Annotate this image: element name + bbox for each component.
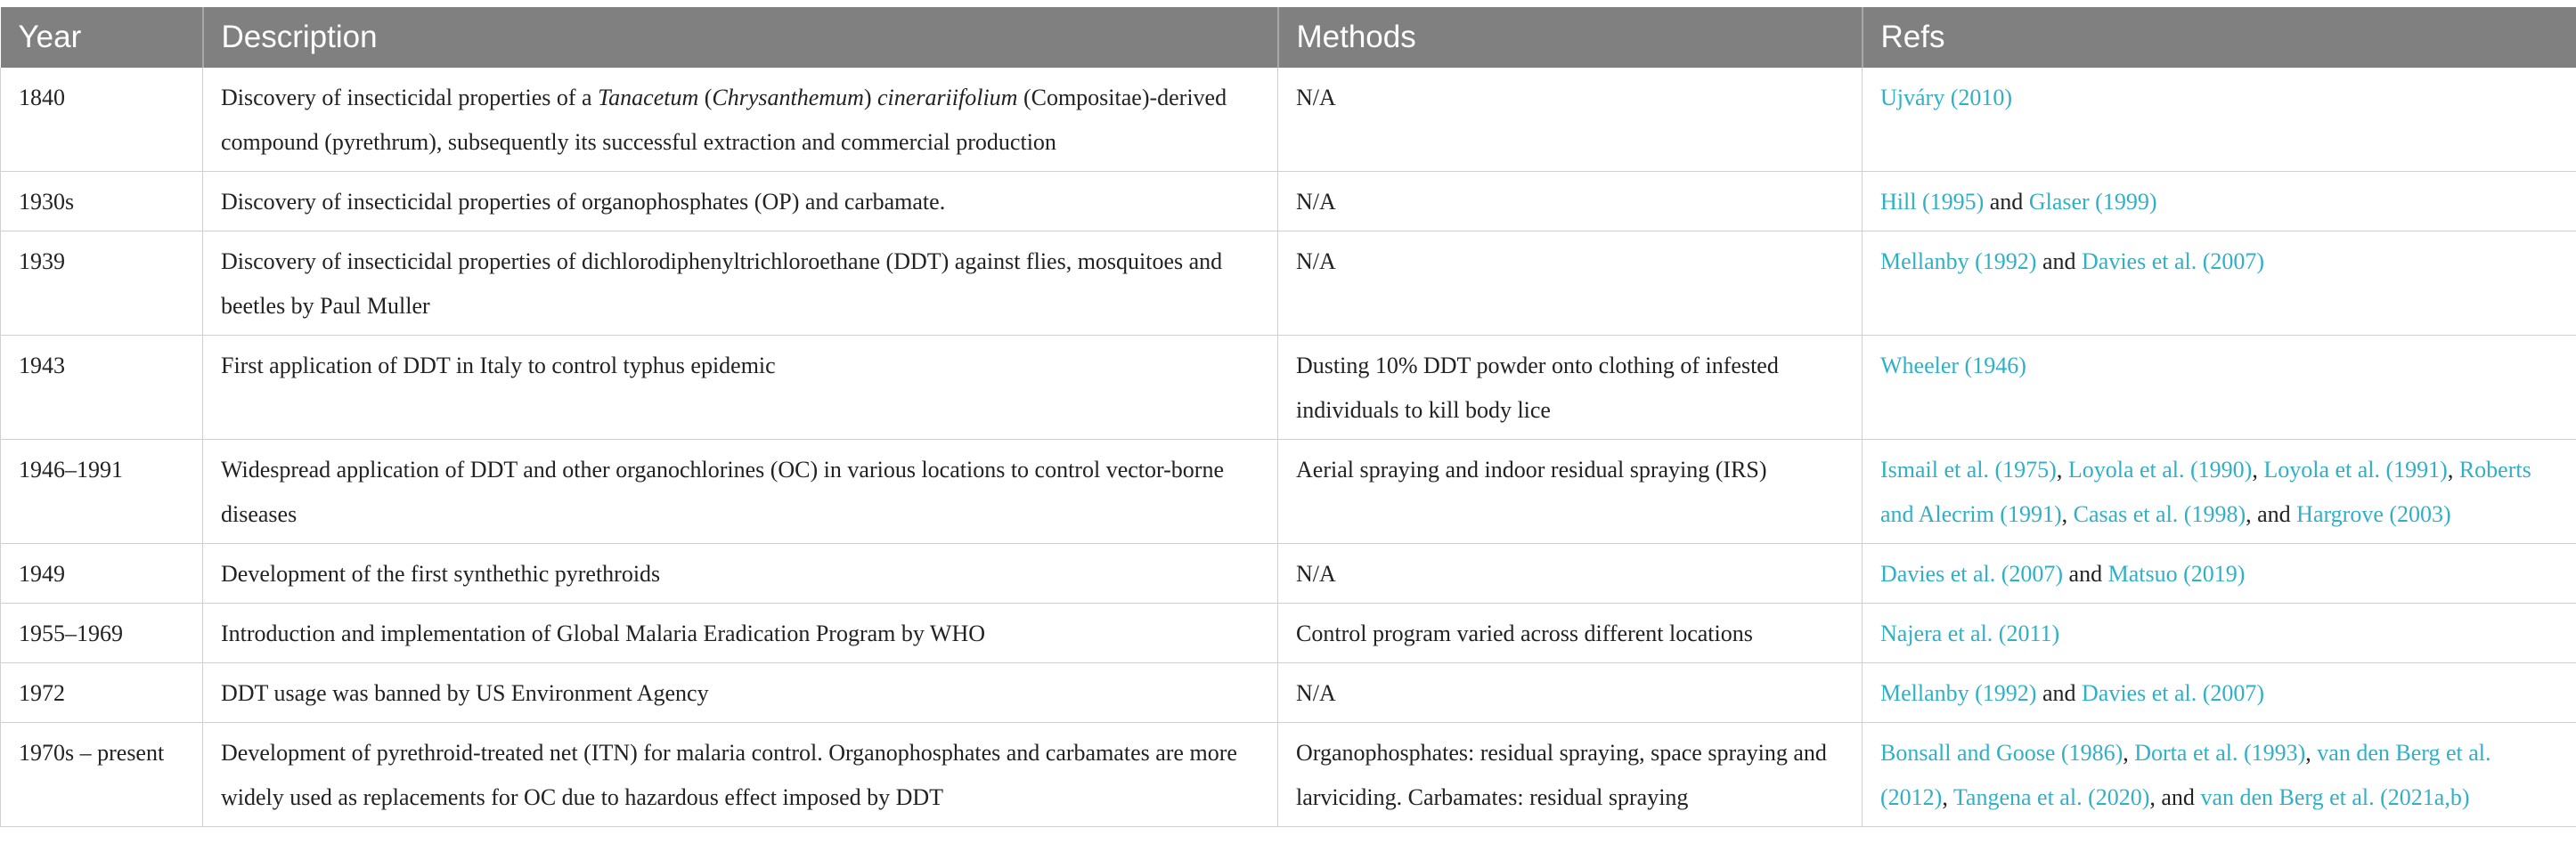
cell-description: [203, 172, 1278, 231]
table-row: [1, 440, 2576, 544]
reference-link[interactable]: Loyola et al. (1990): [2067, 457, 2253, 483]
italic-text: Tanacetum: [598, 85, 699, 110]
description-text: Discovery of insecticidal properties of a: [221, 85, 599, 110]
reference-link[interactable]: Hargrove (2003): [2296, 501, 2451, 527]
cell-description: [203, 663, 1278, 723]
reference-separator: ,: [2061, 501, 2074, 527]
reference-link[interactable]: Matsuo (2019): [2107, 561, 2246, 587]
reference-link[interactable]: Loyola et al. (1991): [2263, 457, 2448, 483]
cell-year: 1840: [1, 68, 203, 172]
description-text: Widespread application of DDT and other organochlorines (OC) in various locations to control vector-borne diseases: [221, 457, 1224, 527]
reference-link[interactable]: Mellanby (1992): [1880, 680, 2037, 706]
reference-link[interactable]: Ujváry (2010): [1880, 85, 2013, 110]
table-row: [1, 663, 2576, 723]
header-methods: Methods: [1278, 7, 1863, 68]
reference-link[interactable]: Najera et al. (2011): [1880, 621, 2060, 646]
description-text: Development of pyrethroid-treated net (ITN) for malaria control. Organophosphates and carbamates are more widely used as replacements for OC due to hazardous effect imposed by DDT: [221, 740, 1237, 810]
reference-separator: ,: [2252, 457, 2264, 483]
cell-refs: [1863, 336, 2576, 440]
reference-separator: and: [1984, 189, 2029, 215]
cell-description: [203, 231, 1278, 336]
reference-link[interactable]: Bonsall and Goose (1986): [1880, 740, 2124, 766]
reference-link[interactable]: Casas et al. (1998): [2073, 501, 2246, 527]
reference-link[interactable]: Wheeler (1946): [1880, 353, 2026, 378]
cell-year: 1955–1969: [1, 604, 203, 663]
table-header: [1, 7, 2576, 68]
description-text: Development of the first synthethic pyrethroids: [221, 561, 661, 587]
description-text: DDT usage was banned by US Environment Agency: [221, 680, 709, 706]
reference-link[interactable]: Glaser (1999): [2028, 189, 2157, 215]
italic-text: Chrysanthemum: [712, 85, 864, 110]
header-row: [1, 7, 2576, 68]
reference-link[interactable]: Davies et al. (2007): [1880, 561, 2064, 587]
reference-separator: , and: [2246, 501, 2297, 527]
description-text: ): [863, 85, 878, 110]
description-text: Discovery of insecticidal properties of dichlorodiphenyltrichloroethane (DDT) against flies, mosquitoes and beetles by Paul Muller: [221, 248, 1223, 319]
cell-year: 1939: [1, 231, 203, 336]
header-description: Description: [203, 7, 1278, 68]
cell-refs: [1863, 723, 2576, 827]
cell-description: [203, 544, 1278, 604]
cell-methods: Dusting 10% DDT powder onto clothing of infested individuals to kill body lice: [1278, 336, 1863, 440]
cell-year: 1949: [1, 544, 203, 604]
reference-separator: and: [2036, 248, 2083, 274]
insecticide-history-table: [0, 7, 2576, 827]
cell-refs: [1863, 68, 2576, 172]
cell-refs: [1863, 544, 2576, 604]
reference-link[interactable]: Davies et al. (2007): [2082, 248, 2265, 274]
table-row: [1, 723, 2576, 827]
reference-link[interactable]: Davies et al. (2007): [2082, 680, 2265, 706]
italic-text: cinerariifolium: [877, 85, 1018, 110]
header-year: Year: [1, 7, 203, 68]
description-text: Discovery of insecticidal properties of organophosphates (OP) and carbamate.: [221, 189, 946, 215]
cell-refs: [1863, 663, 2576, 723]
cell-refs: [1863, 440, 2576, 544]
reference-link[interactable]: Dorta et al. (1993): [2134, 740, 2306, 766]
cell-methods: N/A: [1278, 663, 1863, 723]
cell-description: [203, 68, 1278, 172]
reference-separator: , and: [2149, 784, 2201, 810]
table-row: [1, 604, 2576, 663]
cell-description: [203, 723, 1278, 827]
table-body: [1, 68, 2576, 827]
reference-link[interactable]: Mellanby (1992): [1880, 248, 2037, 274]
cell-refs: [1863, 231, 2576, 336]
reference-link[interactable]: van den Berg et al. (2021a,b): [2200, 784, 2470, 810]
reference-link[interactable]: Roberts and Alecrim (1991): [1880, 457, 2531, 527]
reference-separator: ,: [2123, 740, 2135, 766]
cell-methods: N/A: [1278, 231, 1863, 336]
cell-methods: N/A: [1278, 68, 1863, 172]
reference-link[interactable]: Hill (1995): [1880, 189, 1985, 215]
cell-description: [203, 604, 1278, 663]
reference-separator: ,: [2056, 457, 2068, 483]
cell-refs: [1863, 604, 2576, 663]
cell-methods: N/A: [1278, 544, 1863, 604]
reference-link[interactable]: Ismail et al. (1975): [1880, 457, 2057, 483]
table-row: [1, 68, 2576, 172]
cell-methods: Aerial spraying and indoor residual spraying (IRS): [1278, 440, 1863, 544]
table-row: [1, 231, 2576, 336]
cell-refs: [1863, 172, 2576, 231]
reference-separator: ,: [2447, 457, 2459, 483]
description-text: (Compositae)-derived compound (pyrethrum), subsequently its successful extraction and commercial production: [221, 85, 1227, 155]
reference-separator: ,: [1942, 784, 1953, 810]
cell-year: 1972: [1, 663, 203, 723]
cell-description: [203, 336, 1278, 440]
table-row: [1, 336, 2576, 440]
reference-separator: and: [2063, 561, 2108, 587]
reference-separator: ,: [2305, 740, 2318, 766]
reference-separator: and: [2036, 680, 2083, 706]
reference-link[interactable]: Tangena et al. (2020): [1952, 784, 2150, 810]
table-row: [1, 544, 2576, 604]
cell-year: 1946–1991: [1, 440, 203, 544]
cell-year: 1970s – present: [1, 723, 203, 827]
table-row: [1, 172, 2576, 231]
cell-year: 1943: [1, 336, 203, 440]
cell-methods: Organophosphates: residual spraying, space spraying and larviciding. Carbamates: residual spraying: [1278, 723, 1863, 827]
cell-year: 1930s: [1, 172, 203, 231]
description-text: First application of DDT in Italy to control typhus epidemic: [221, 353, 776, 378]
cell-methods: N/A: [1278, 172, 1863, 231]
cell-description: [203, 440, 1278, 544]
reference-link[interactable]: van den Berg et al. (2012): [1880, 740, 2491, 810]
header-refs: Refs: [1863, 7, 2576, 68]
cell-methods: Control program varied across different locations: [1278, 604, 1863, 663]
description-text: Introduction and implementation of Global Malaria Eradication Program by WHO: [221, 621, 986, 646]
description-text: (: [698, 85, 713, 110]
